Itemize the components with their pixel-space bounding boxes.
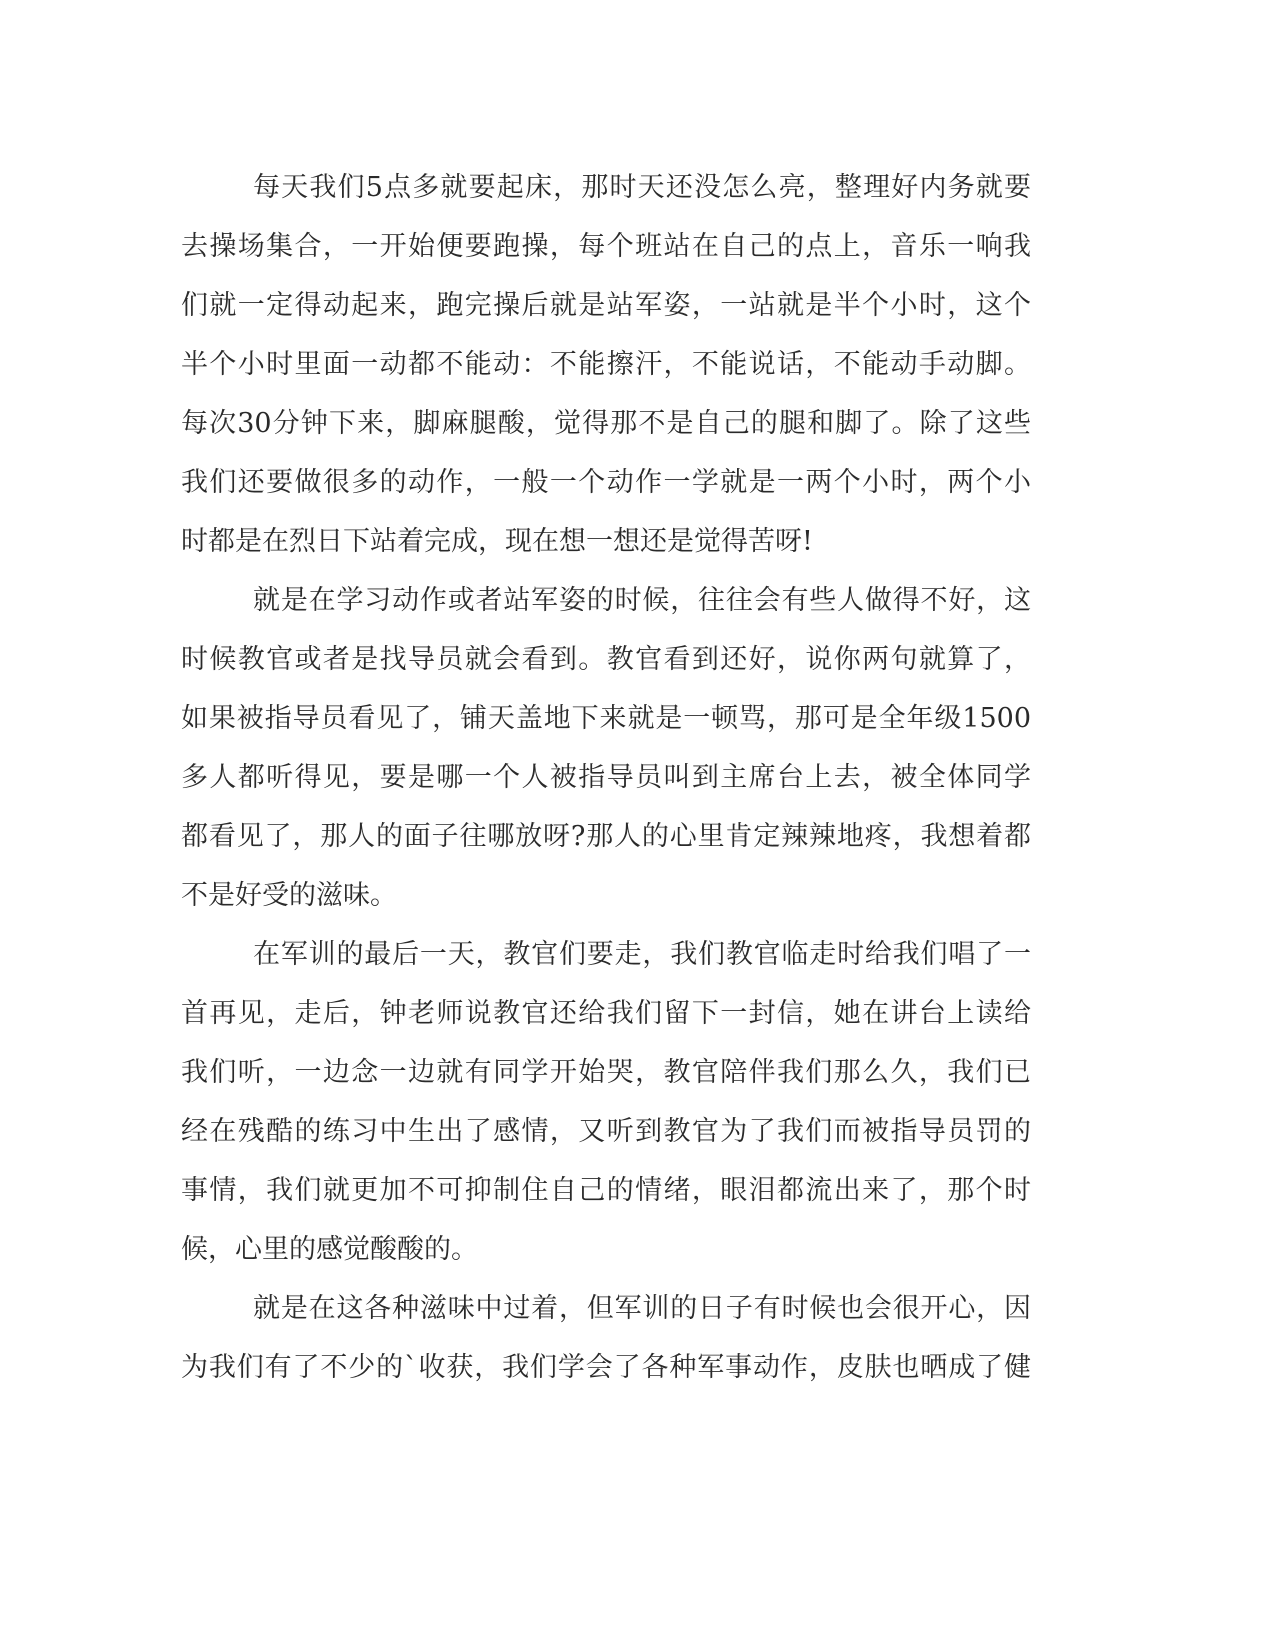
text-line: 就是在学习动作或者站军姿的时候，往往会有些人做得不好，这 [253, 585, 1031, 616]
paragraph-3 [181, 925, 1031, 1279]
text-line: 半个小时里面一动都不能动：不能擦汗，不能说话，不能动手动脚。 [181, 349, 1031, 380]
text-line: 我们还要做很多的动作，一般一个动作一学就是一两个小时，两个小 [181, 467, 1031, 498]
text-line: 候，心里的感觉酸酸的。 [181, 1234, 478, 1265]
paragraph-1 [181, 158, 1031, 571]
text-line: 时都是在烈日下站着完成，现在想一想还是觉得苦呀! [181, 526, 813, 557]
text-line: 经在残酷的练习中生出了感情，又听到教官为了我们而被指导员罚的 [181, 1116, 1031, 1147]
text-line: 每次30分钟下来，脚麻腿酸，觉得那不是自己的腿和脚了。除了这些 [181, 408, 1031, 439]
text-line: 为我们有了不少的`收获，我们学会了各种军事动作，皮肤也晒成了健 [181, 1352, 1031, 1383]
document-body [181, 158, 1031, 1397]
text-line: 去操场集合，一开始便要跑操，每个班站在自己的点上，音乐一响我 [181, 231, 1031, 262]
paragraph-4 [181, 1279, 1031, 1397]
text-line: 多人都听得见，要是哪一个人被指导员叫到主席台上去，被全体同学 [181, 762, 1031, 793]
paragraph-2 [181, 571, 1031, 925]
text-line: 在军训的最后一天，教官们要走，我们教官临走时给我们唱了一 [253, 939, 1031, 970]
text-line: 首再见，走后，钟老师说教官还给我们留下一封信，她在讲台上读给 [181, 998, 1031, 1029]
text-line: 时候教官或者是找导员就会看到。教官看到还好，说你两句就算了， [181, 644, 1031, 675]
text-line: 每天我们5点多就要起床，那时天还没怎么亮，整理好内务就要 [253, 172, 1031, 203]
text-line: 就是在这各种滋味中过着，但军训的日子有时候也会很开心，因 [253, 1293, 1031, 1324]
text-line: 如果被指导员看见了，铺天盖地下来就是一顿骂，那可是全年级1500 [181, 703, 1031, 734]
text-line: 们就一定得动起来，跑完操后就是站军姿，一站就是半个小时，这个 [181, 290, 1031, 321]
text-line: 都看见了，那人的面子往哪放呀?那人的心里肯定辣辣地疼，我想着都 [181, 821, 1031, 852]
text-line: 事情，我们就更加不可抑制住自己的情绪，眼泪都流出来了，那个时 [181, 1175, 1031, 1206]
text-line: 不是好受的滋味。 [181, 880, 397, 911]
text-line: 我们听，一边念一边就有同学开始哭，教官陪伴我们那么久，我们已 [181, 1057, 1031, 1088]
